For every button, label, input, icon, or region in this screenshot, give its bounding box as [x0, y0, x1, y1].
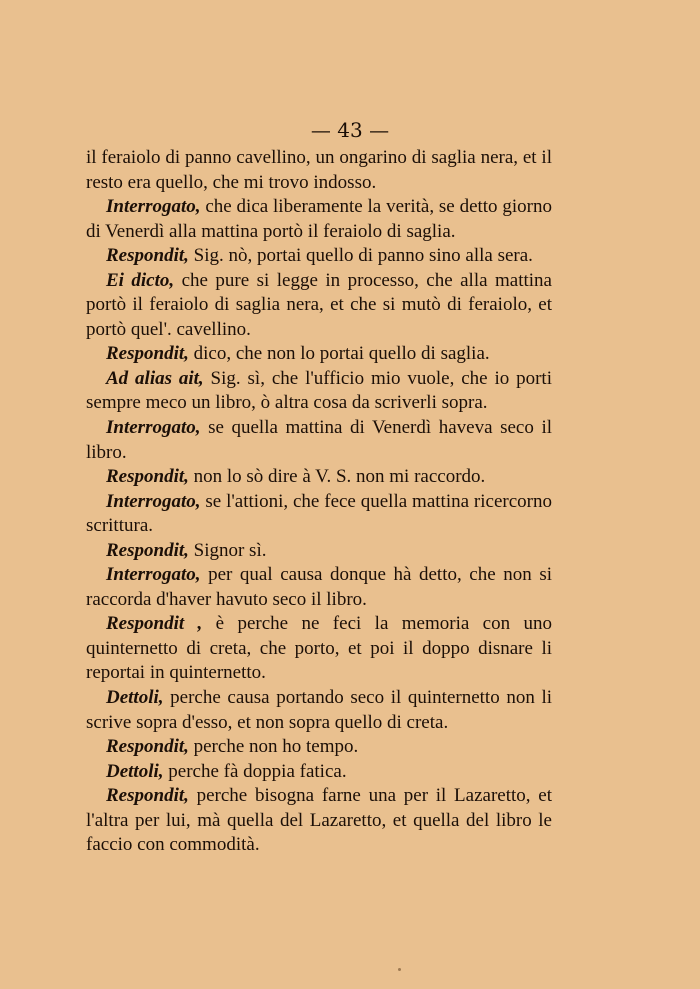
- paragraph-text: che pure si legge in processo, che alla mattina portò il feraiolo di saglia nera, et che si mutò di feraiolo, et portò quel'. cavellino.: [86, 269, 552, 340]
- paragraph-text: perche causa portando seco il quinternetto non li scrive sopra d'esso, et non sopra quello di creta.: [86, 687, 552, 733]
- paragraph-text: se quella mattina di Venerdì haveva seco il libro.: [86, 417, 552, 463]
- paragraph: [86, 195, 552, 244]
- paragraph: [86, 416, 552, 465]
- paragraph-text: non lo sò dire à V. S. non mi raccordo.: [188, 466, 486, 488]
- paragraph-text: perche bisogna farne una per il Lazaretto, et l'altra per lui, mà quella del Lazaretto, et quella del libro le faccio con commodità.: [86, 785, 552, 856]
- paragraph-lead: Ad alias ait,: [106, 367, 204, 389]
- paragraph: [86, 342, 552, 367]
- page-number: — 43 —: [310, 118, 390, 142]
- paragraph-lead: Interrogato,: [106, 417, 201, 439]
- paragraph-text: perche non ho tempo.: [188, 736, 359, 758]
- ink-speck: [398, 968, 401, 971]
- paragraph-text: se l'attioni, che fece quella mattina ricercorno scrittura.: [86, 490, 552, 537]
- paragraph-lead: Respondit,: [106, 466, 189, 488]
- paragraph: [86, 563, 552, 612]
- paragraph-text: è perche ne feci la memoria con uno quinternetto di creta, che porto, et poi il doppo disnare li reportai in quinternetto.: [86, 613, 553, 684]
- paragraph-lead: Respondit,: [106, 785, 189, 807]
- paragraph: [86, 146, 552, 195]
- paragraph: [86, 465, 552, 490]
- paragraph-lead: Ei dicto,: [106, 269, 175, 291]
- paragraph-text: dico, che non lo portai quello di saglia.: [188, 343, 490, 365]
- paragraph-lead: Interrogato,: [106, 564, 201, 586]
- paragraph-lead: Respondit ,: [106, 613, 203, 635]
- paragraph-lead: Dettoli,: [106, 687, 164, 709]
- paragraph-lead: Interrogato,: [106, 196, 201, 218]
- paragraph: [86, 735, 552, 760]
- paragraph: [86, 686, 552, 735]
- paragraph-lead: Respondit,: [106, 343, 189, 365]
- paragraph: [86, 367, 552, 416]
- paragraph-lead: Interrogato,: [106, 490, 201, 512]
- paragraph: [86, 269, 552, 343]
- paragraph-text: Sig. nò, portai quello di panno sino alla sera.: [188, 245, 533, 267]
- paragraph-lead: Respondit,: [106, 245, 189, 267]
- paragraph: [86, 760, 552, 785]
- paragraph-lead: Respondit,: [106, 736, 189, 758]
- paragraph-lead: Dettoli,: [106, 760, 164, 782]
- paragraph: [86, 490, 552, 539]
- paragraph-text: che dica liberamente la verità, se detto giorno di Venerdì alla mattina portò il feraiolo di saglia.: [86, 196, 552, 242]
- paragraph-text: per qual causa donque hà detto, che non si raccorda d'haver havuto seco il libro.: [86, 564, 552, 610]
- page-body-text: [86, 146, 552, 858]
- paragraph: [86, 244, 552, 269]
- paragraph: [86, 612, 552, 686]
- paragraph-text: Signor sì.: [188, 539, 267, 561]
- paragraph-text: il feraiolo di panno cavellino, un ongarino di saglia nera, et il resto era quello, che mi trovo indosso.: [86, 147, 552, 193]
- paragraph-text: perche fà doppia fatica.: [163, 760, 347, 782]
- paragraph-lead: Respondit,: [106, 539, 189, 561]
- paragraph-text: Sig. sì, che l'ufficio mio vuole, che io porti sempre meco un libro, ò altra cosa da scriverli sopra.: [86, 367, 552, 414]
- paragraph: [86, 784, 552, 858]
- paragraph: [86, 539, 552, 564]
